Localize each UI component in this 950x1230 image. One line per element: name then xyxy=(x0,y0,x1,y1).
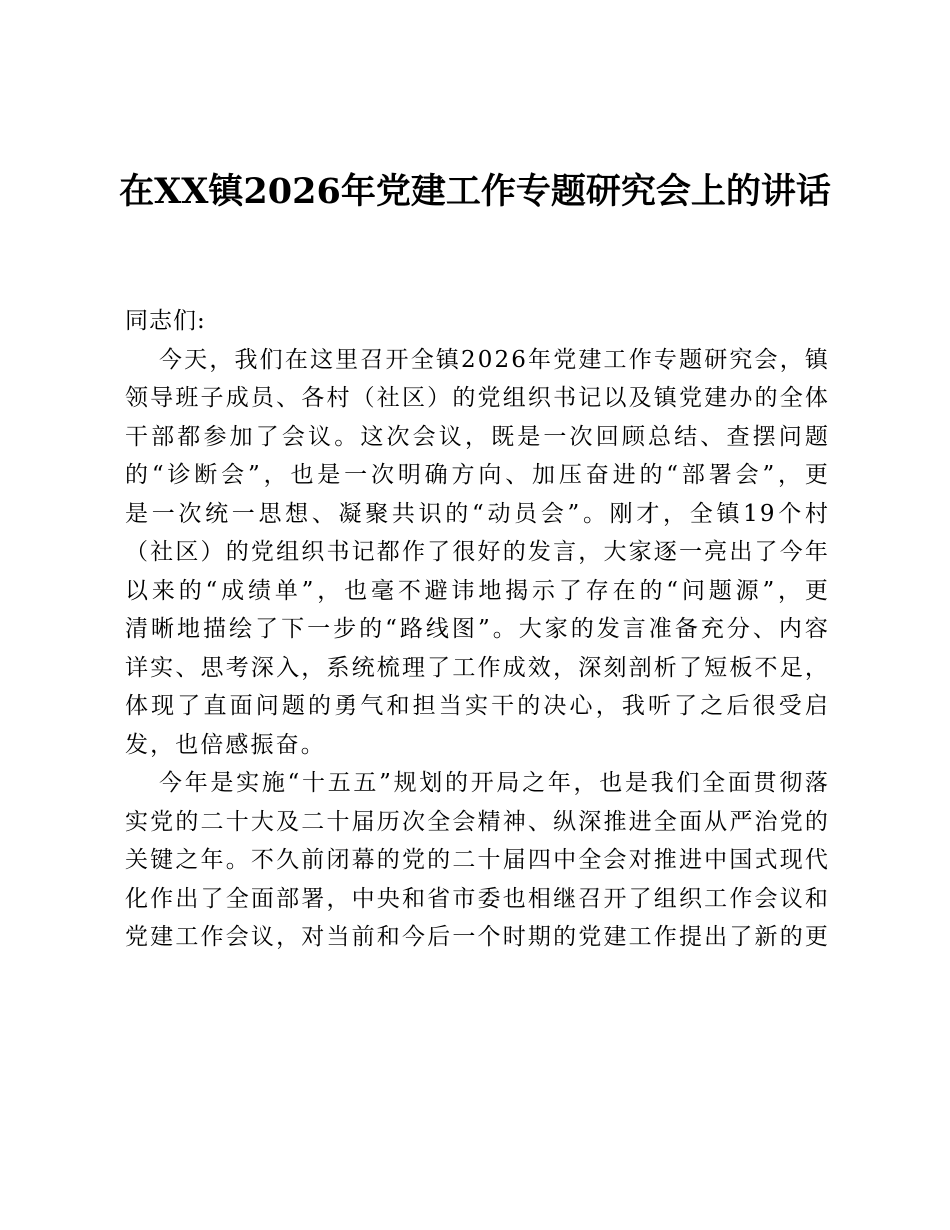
paragraph-line: 体现了直面问题的勇气和担当实干的决心，我听了之后很受启 xyxy=(125,693,830,719)
salutation: 同志们: xyxy=(125,308,206,334)
paragraph-2 xyxy=(125,764,830,957)
paragraph-line: 党建工作会议，对当前和今后一个时期的党建工作提出了新的更 xyxy=(125,924,830,950)
paragraph-line: 关键之年。不久前闭幕的党的二十届四中全会对推进中国式现代 xyxy=(125,847,830,873)
paragraph-line: 的“诊断会”，也是一次明确方向、加压奋进的“部署会”，更 xyxy=(125,462,830,488)
paragraph-line: 领导班子成员、各村（社区）的党组织书记以及镇党建办的全体 xyxy=(125,385,830,411)
paragraph-1 xyxy=(125,341,830,765)
paragraph-line: 发，也倍感振奋。 xyxy=(125,731,326,758)
paragraph-line: 今年是实施“十五五”规划的开局之年，也是我们全面贯彻落 xyxy=(159,770,830,796)
paragraph-line: 是一次统一思想、凝聚共识的“动员会”。刚才，全镇19个村 xyxy=(125,500,830,527)
document-title: 在XX镇2026年党建工作专题研究会上的讲话 xyxy=(119,171,831,212)
paragraph-line: 干部都参加了会议。这次会议，既是一次回顾总结、查摆问题 xyxy=(125,423,830,450)
paragraph-line: 实党的二十大及二十届历次全会精神、纵深推进全面从严治党的 xyxy=(125,808,830,835)
paragraph-line: 详实、思考深入，系统梳理了工作成效，深刻剖析了短板不足， xyxy=(125,654,830,681)
document-body xyxy=(125,302,830,957)
paragraph-line: （社区）的党组织书记都作了很好的发言，大家逐一亮出了今年 xyxy=(125,539,830,565)
paragraph-line: 今天，我们在这里召开全镇2026年党建工作专题研究会，镇 xyxy=(159,346,830,373)
paragraph-line: 清晰地描绘了下一步的“路线图”。大家的发言准备充分、内容 xyxy=(125,616,830,642)
paragraph-line: 以来的“成绩单”，也毫不避讳地揭示了存在的“问题源”，更 xyxy=(125,577,830,604)
paragraph-line: 化作出了全面部署，中央和省市委也相继召开了组织工作会议和 xyxy=(125,885,830,912)
